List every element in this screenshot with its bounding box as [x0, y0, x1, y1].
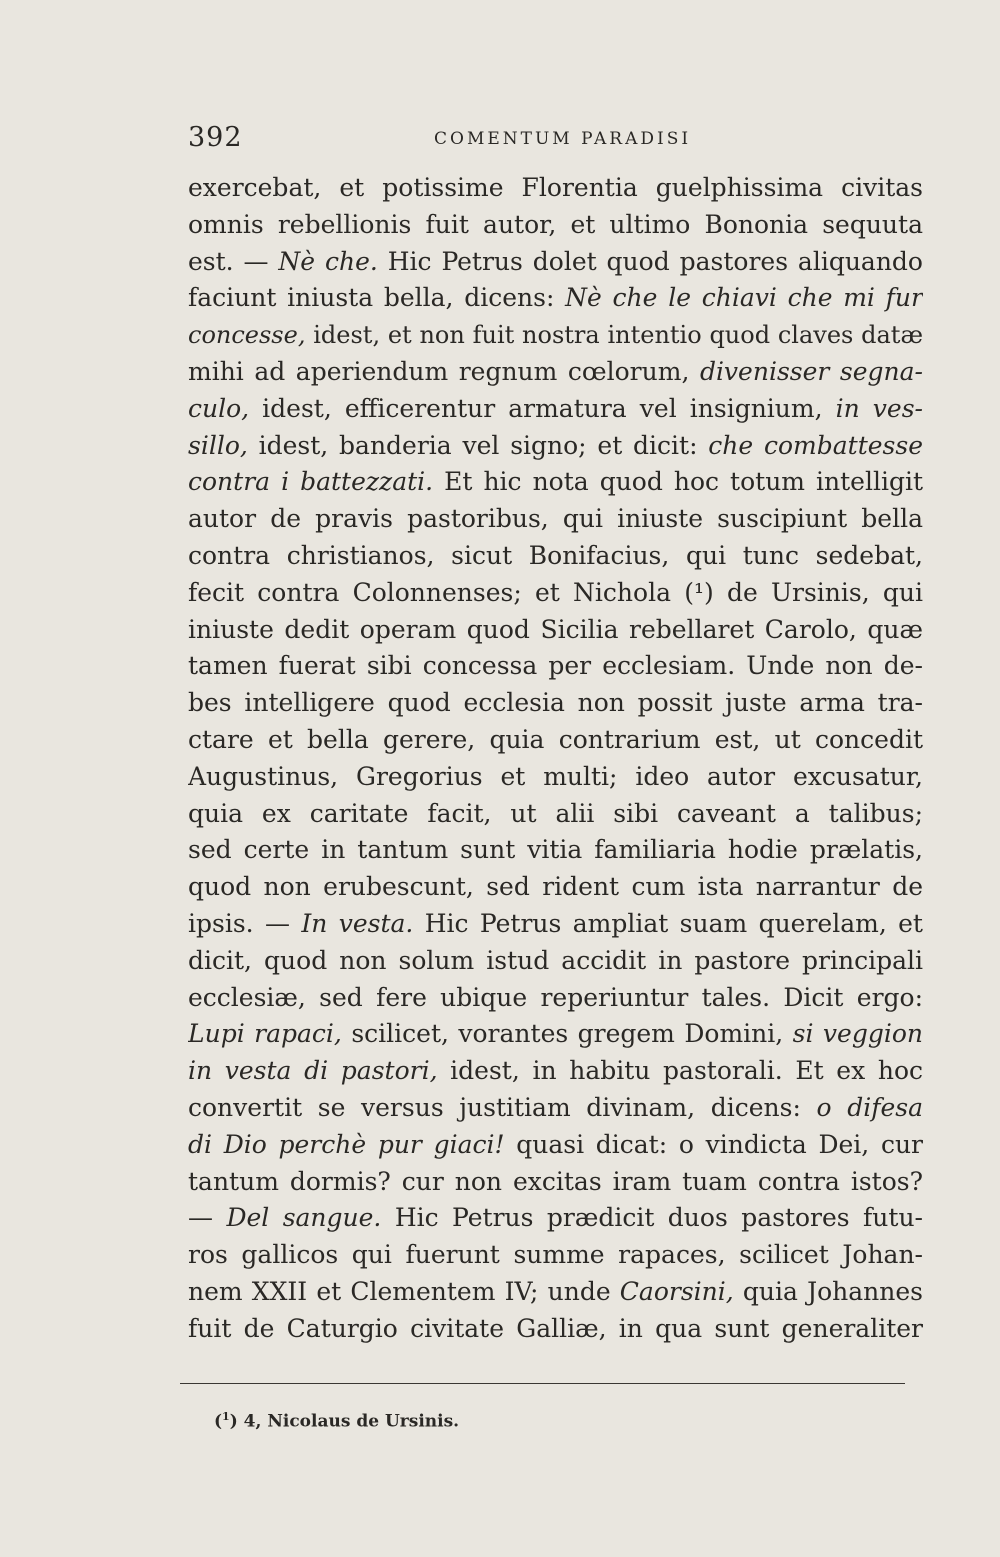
italic-segment: o difesa: [816, 1092, 923, 1122]
text-segment: quia Johannes: [733, 1276, 923, 1306]
text-segment: Hic Petrus dolet quod pastores aliquando: [377, 246, 923, 276]
text-segment: quasi dicat: o vindicta Dei, cur: [504, 1129, 923, 1159]
text-segment: tamen fuerat sibi concessa per ecclesiam. Unde non de-: [188, 651, 923, 681]
italic-segment: si veggion: [792, 1019, 923, 1049]
text-line: [188, 501, 923, 538]
text-segment: —: [188, 1203, 227, 1233]
italic-segment: Lupi rapaci,: [188, 1019, 342, 1049]
text-line: [188, 428, 923, 465]
text-segment: scilicet, vorantes gregem Domini,: [341, 1019, 793, 1049]
text-segment: autor de pravis pastoribus, qui iniuste suscipiunt bella: [188, 504, 923, 534]
italic-segment: In vesta.: [301, 908, 414, 938]
italic-segment: in ves-: [835, 393, 923, 423]
text-segment: omnis rebellionis fuit autor, et ultimo Bononia sequuta: [188, 209, 923, 239]
text-line: [188, 464, 923, 501]
text-line: [188, 170, 923, 207]
text-segment: Augustinus, Gregorius et multi; ideo autor excusatur,: [188, 761, 923, 791]
text-segment: ctare et bella gerere, quia contrarium est, ut concedit: [188, 724, 923, 754]
text-segment: Et hic nota quod hoc totum intelligit: [433, 467, 923, 497]
body-text: [188, 170, 923, 1348]
text-line: [188, 759, 923, 796]
text-line: [188, 1016, 923, 1053]
text-segment: idest, in habitu pastorali. Et ex hoc: [437, 1056, 923, 1086]
text-segment: Hic Petrus ampliat suam querelam, et: [413, 908, 923, 938]
text-line: [188, 612, 923, 649]
text-line: [188, 575, 923, 612]
text-segment: ecclesiæ, sed fere ubique reperiuntur tales. Dicit ergo:: [188, 982, 923, 1012]
italic-segment: Caorsini,: [619, 1276, 734, 1306]
italic-segment: sillo,: [188, 430, 248, 460]
italic-segment: che combattesse: [708, 430, 923, 460]
text-segment: est. —: [188, 246, 279, 276]
text-line: [188, 207, 923, 244]
page-number: 392: [188, 122, 243, 153]
text-line: [188, 722, 923, 759]
text-line: [188, 244, 923, 281]
text-segment: mihi ad aperiendum regnum cœlorum,: [188, 356, 700, 386]
text-segment: nem XXII et Clementem IV; unde: [188, 1276, 620, 1306]
italic-segment: in vesta di pastori,: [188, 1056, 438, 1086]
italic-segment: culo,: [188, 393, 250, 423]
text-segment: ipsis. —: [188, 908, 302, 938]
italic-segment: Del sangue.: [226, 1203, 382, 1233]
text-segment: idest, et non fuit nostra intentio quod claves datæ: [305, 321, 923, 350]
text-line: [188, 906, 923, 943]
text-segment: contra christianos, sicut Bonifacius, qui tunc sedebat,: [188, 540, 923, 570]
italic-segment: di Dio perchè pur giaci!: [188, 1129, 505, 1159]
text-segment: bes intelligere quod ecclesia non possit juste arma tra-: [188, 688, 923, 718]
italic-segment: Nè che le chiavi che mi fur: [565, 283, 923, 313]
text-segment: Hic Petrus prædicit duos pastores futu-: [381, 1203, 923, 1233]
footnote-open-paren: (: [214, 1411, 223, 1432]
text-segment: quod non erubescunt, sed rident cum ista narrantur de: [188, 872, 923, 902]
text-line: [188, 391, 923, 428]
text-segment: sed certe in tantum sunt vitia familiaria hodie prælatis,: [188, 835, 923, 865]
text-segment: convertit se versus justitiam divinam, dicens:: [188, 1092, 817, 1122]
text-line: [188, 796, 923, 833]
italic-segment: concesse,: [188, 321, 306, 350]
text-line: [188, 317, 923, 354]
text-line: [188, 869, 923, 906]
text-line: [188, 943, 923, 980]
footnote-marker: 1: [222, 1410, 230, 1423]
text-segment: faciunt iniusta bella, dicens:: [188, 283, 566, 313]
text-segment: ros gallicos qui fuerunt summe rapaces, scilicet Johan-: [188, 1240, 923, 1270]
text-line: [188, 980, 923, 1017]
text-segment: fecit contra Colonnenses; et Nichola (¹) de Ursinis, qui: [188, 577, 923, 607]
text-segment: tantum dormis? cur non excitas iram tuam contra istos?: [188, 1166, 923, 1196]
text-segment: idest, efficerentur armatura vel insignium,: [249, 393, 836, 423]
text-line: [188, 1274, 923, 1311]
text-line: [188, 648, 923, 685]
text-segment: quia ex caritate facit, ut alii sibi caveant a talibus;: [188, 798, 923, 828]
italic-segment: Nè che.: [278, 246, 378, 276]
text-line: [188, 1053, 923, 1090]
footnote-divider: [180, 1383, 905, 1384]
text-line: [188, 1200, 923, 1237]
text-line: [188, 354, 923, 391]
text-line: [188, 538, 923, 575]
text-line: [188, 1237, 923, 1274]
text-segment: fuit de Caturgio civitate Galliæ, in qua sunt generaliter: [188, 1313, 923, 1343]
italic-segment: contra i battezzati.: [188, 467, 434, 497]
page-header: [188, 122, 923, 162]
text-segment: dicit, quod non solum istud accidit in pastore principali: [188, 945, 923, 975]
footnote: [214, 1410, 459, 1432]
text-line: [188, 685, 923, 722]
text-line: [188, 1311, 923, 1348]
text-segment: iniuste dedit operam quod Sicilia rebellaret Carolo, quæ: [188, 614, 923, 644]
text-segment: exercebat, et potissime Florentia guelphissima civitas: [188, 173, 923, 202]
text-line: [188, 832, 923, 869]
text-line: [188, 1090, 923, 1127]
footnote-text: ) 4, Nicolaus de Ursinis.: [229, 1411, 460, 1432]
text-line: [188, 1127, 923, 1164]
running-title: COMENTUM PARADISI: [434, 129, 692, 149]
italic-segment: divenisser segna-: [699, 356, 923, 386]
text-line: [188, 1164, 923, 1201]
text-segment: idest, banderia vel signo; et dicit:: [247, 430, 709, 460]
text-line: [188, 280, 923, 317]
